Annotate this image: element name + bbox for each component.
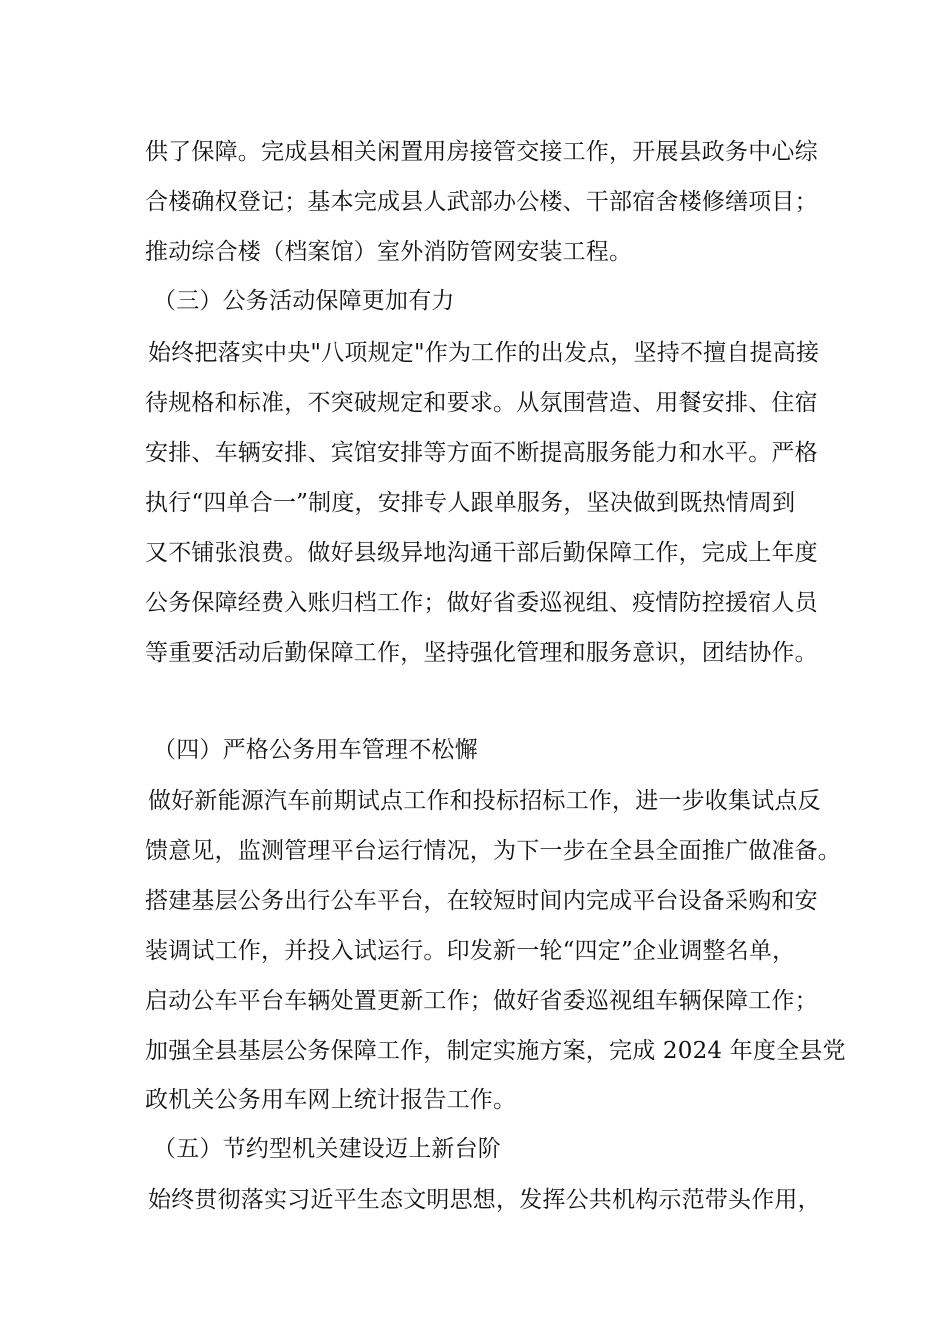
body-text-line: 做好新能源汽车前期试点工作和投标招标工作，进一步收集试点反 [148,788,821,814]
body-text-line: 搭建基层公务出行公车平台，在较短时间内完成平台设备采购和安 [145,888,818,914]
body-text-line: 又不铺张浪费。做好县级异地沟通干部后勤保障工作，完成上年度 [145,540,818,566]
body-text-line: 公务保障经费入账归档工作；做好省委巡视组、疫情防控援宿人员 [145,590,818,616]
body-text-line: 等重要活动后勤保障工作，坚持强化管理和服务意识，团结协作。 [145,640,818,666]
body-text-line: 供了保障。完成县相关闲置用房接管交接工作，开展县政务中心综 [145,139,818,165]
body-text-line: 馈意见，监测管理平台运行情况，为下一步在全县全面推广做准备。 [145,838,841,864]
body-text-line: 推动综合楼（档案馆）室外消防管网安装工程。 [145,239,633,265]
body-text-line: 装调试工作，并投入试运行。印发新一轮“四定”企业调整名单， [145,938,796,964]
body-text-line: 始终把落实中央"八项规定"作为工作的出发点，坚持不擅自提高接 [148,340,820,366]
section-heading-4: （四）严格公务用车管理不松懈 [153,737,478,763]
section-heading-5: （五）节约型机关建设迈上新台阶 [153,1136,501,1162]
body-text-line: 待规格和标准，不突破规定和要求。从氛围营造、用餐安排、住宿 [145,390,818,416]
section-heading-3: （三）公务活动保障更加有力 [153,288,455,314]
body-text-line: 合楼确权登记；基本完成县人武部办公楼、干部宿舍楼修缮项目； [145,189,818,215]
body-text-line: 执行“四单合一”制度，安排专人跟单服务，坚决做到既热情周到 [145,490,796,516]
body-text-line: 加强全县基层公务保障工作，制定实施方案，完成 2024 年度全县党 [145,1038,846,1064]
body-text-line: 安排、车辆安排、宾馆安排等方面不断提高服务能力和水平。严格 [145,440,818,466]
body-text-line: 启动公车平台车辆处置更新工作；做好省委巡视组车辆保障工作； [145,988,818,1014]
body-text-line: 政机关公务用车网上统计报告工作。 [145,1087,517,1113]
body-text-line: 始终贯彻落实习近平生态文明思想，发挥公共机构示范带头作用， [148,1187,821,1213]
